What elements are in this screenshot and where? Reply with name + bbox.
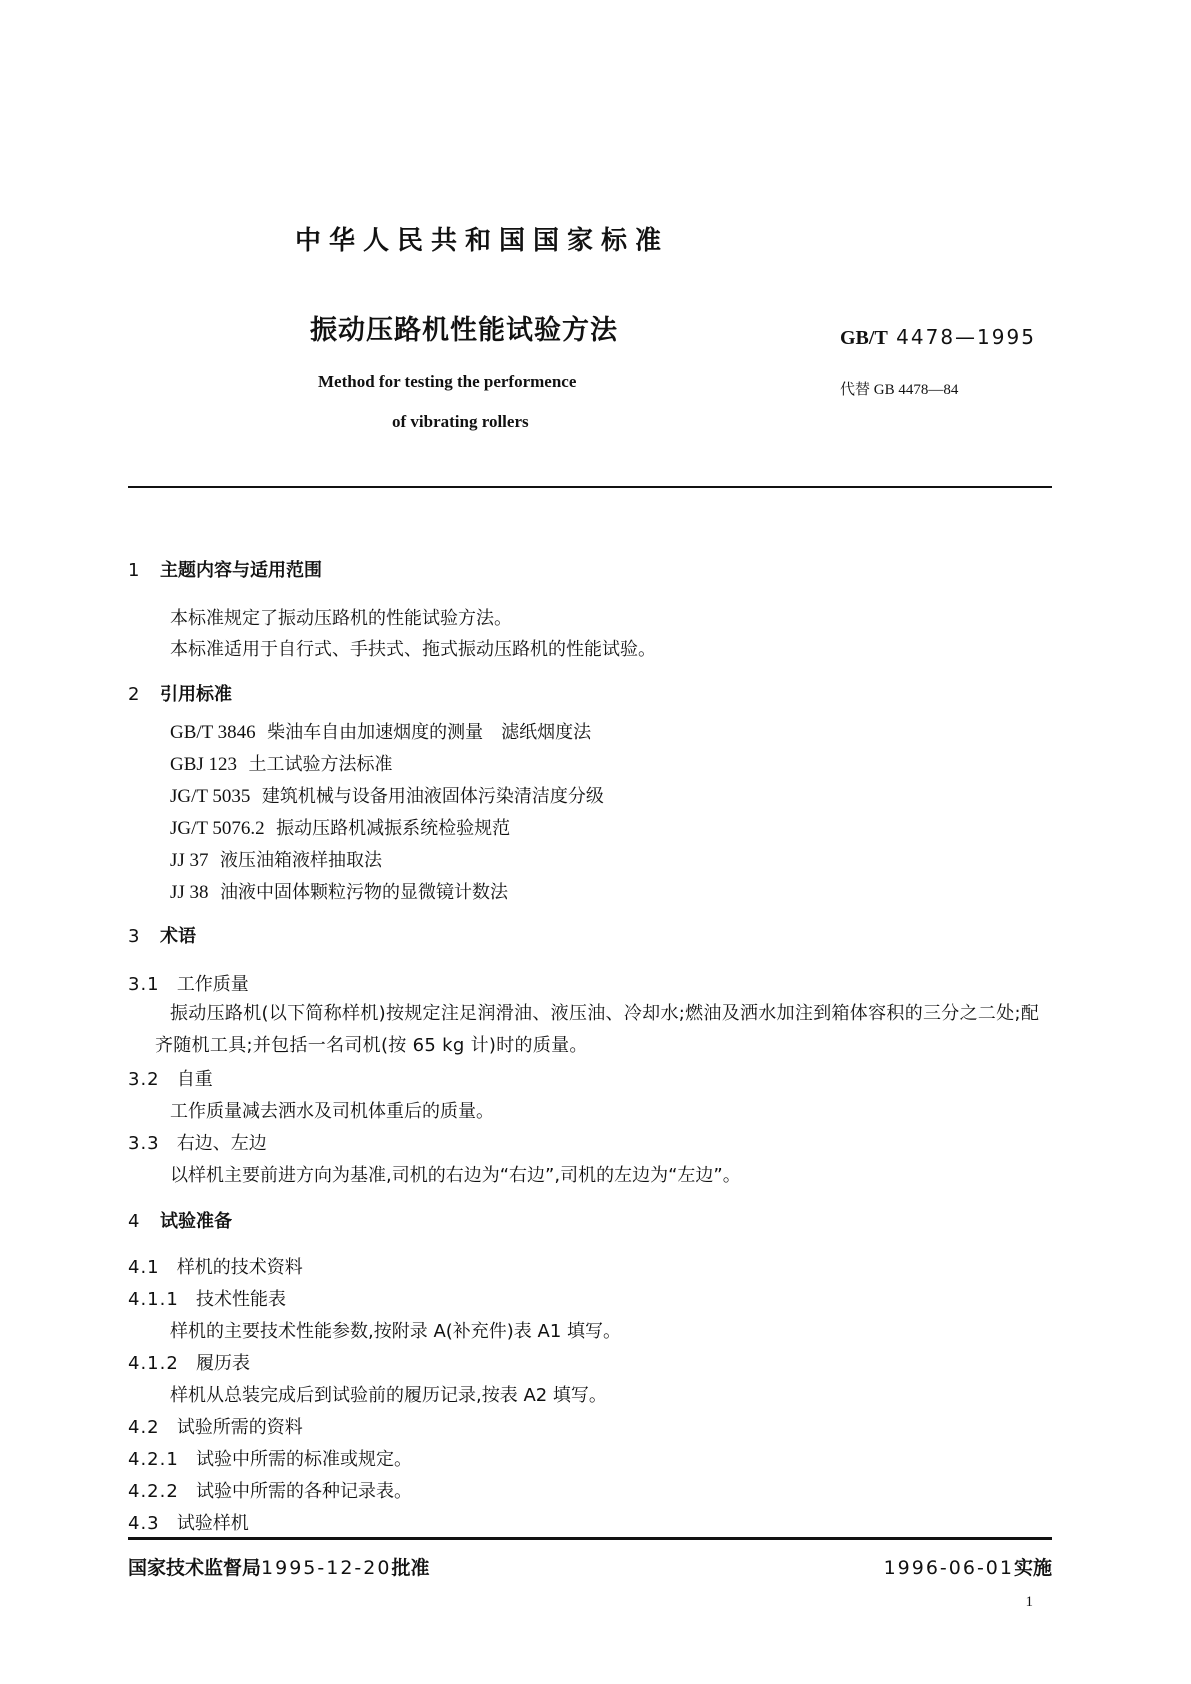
section-1-para-1: 本标准规定了振动压路机的性能试验方法。 [170, 608, 512, 629]
approval-suffix: 批准 [391, 1557, 430, 1579]
standard-prefix: GB/T [840, 327, 888, 349]
clause-4-2-2: 4.2.2 试验中所需的各种记录表。 [128, 1481, 412, 1502]
clause-4-1-1-text: 样机的主要技术性能参数,按附录 A(补充件)表 A1 填写。 [170, 1321, 622, 1342]
document-title-cn: 振动压路机性能试验方法 [310, 315, 618, 346]
reference-item [170, 878, 508, 904]
reference-code: JJ 37 [170, 850, 209, 871]
clause-4-1-1: 4.1.1 技术性能表 [128, 1289, 286, 1310]
section-4-heading: 4 试验准备 [128, 1211, 232, 1232]
reference-title: 土工试验方法标准 [248, 754, 393, 775]
header-divider [128, 486, 1052, 488]
clause-4-1: 4.1 样机的技术资料 [128, 1257, 303, 1278]
approval-date: 1995-12-20 [261, 1557, 392, 1579]
term-3-2-definition: 工作质量减去洒水及司机体重后的质量。 [170, 1101, 494, 1122]
reference-item [170, 750, 393, 776]
reference-item [170, 846, 382, 872]
term-3-3-heading: 3.3 右边、左边 [128, 1133, 267, 1154]
replaces-code: GB 4478—84 [873, 382, 959, 398]
reference-title: 振动压路机减振系统检验规范 [276, 818, 511, 839]
replaces-label: 代替 [840, 380, 871, 398]
reference-title: 建筑机械与设备用油液固体污染清洁度分级 [261, 786, 604, 807]
standard-number: 4478—1995 [896, 325, 1036, 349]
effective-date: 1996-06-01 [883, 1557, 1014, 1579]
national-standard-heading: 中华人民共和国国家标准 [295, 226, 670, 256]
reference-title: 油液中固体颗粒污物的显微镜计数法 [220, 882, 508, 903]
term-3-1-definition: 振动压路机(以下简称样机)按规定注足润滑油、液压油、冷却水;燃油及洒水加注到箱体容积的三分之二处;配齐随机工具;并包括一名司机(按 65 kg 计)时的质量。 [155, 1003, 1040, 1056]
reference-item [170, 718, 591, 744]
reference-item [170, 782, 604, 808]
reference-code: JJ 38 [170, 882, 209, 903]
clause-4-1-2: 4.1.2 履历表 [128, 1353, 250, 1374]
reference-code: JG/T 5035 [170, 786, 251, 807]
reference-title: 液压油箱液样抽取法 [220, 850, 382, 871]
effective-line [884, 1553, 1052, 1580]
replaces-standard [840, 378, 958, 399]
clause-4-3: 4.3 试验样机 [128, 1513, 249, 1534]
approval-line [128, 1553, 429, 1580]
section-1-heading: 1 主题内容与适用范围 [128, 560, 322, 581]
page-number: 1 [1025, 1594, 1033, 1610]
clause-4-2: 4.2 试验所需的资料 [128, 1417, 303, 1438]
document-title-en-line2: of vibrating rollers [392, 412, 529, 431]
reference-code: JG/T 5076.2 [170, 818, 265, 839]
term-3-3-definition: 以样机主要前进方向为基准,司机的右边为“右边”,司机的左边为“左边”。 [170, 1165, 741, 1186]
reference-code: GB/T 3846 [170, 722, 256, 743]
effective-suffix: 实施 [1013, 1557, 1052, 1579]
reference-title: 柴油车自由加速烟度的测量 滤纸烟度法 [267, 722, 592, 743]
standard-code [840, 325, 1036, 350]
section-3-heading: 3 术语 [128, 926, 196, 947]
term-3-2-heading: 3.2 自重 [128, 1069, 213, 1090]
reference-code: GBJ 123 [170, 754, 238, 775]
approving-authority: 国家技术监督局 [128, 1557, 262, 1579]
footer-divider [128, 1537, 1052, 1540]
reference-item [170, 814, 510, 840]
section-1-para-2: 本标准适用于自行式、手扶式、拖式振动压路机的性能试验。 [170, 639, 656, 660]
term-3-1-heading: 3.1 工作质量 [128, 974, 249, 995]
clause-4-1-2-text: 样机从总装完成后到试验前的履历记录,按表 A2 填写。 [170, 1385, 607, 1406]
clause-4-2-1: 4.2.1 试验中所需的标准或规定。 [128, 1449, 412, 1470]
section-2-heading: 2 引用标准 [128, 684, 232, 705]
document-title-en-line1: Method for testing the performence [318, 372, 577, 391]
